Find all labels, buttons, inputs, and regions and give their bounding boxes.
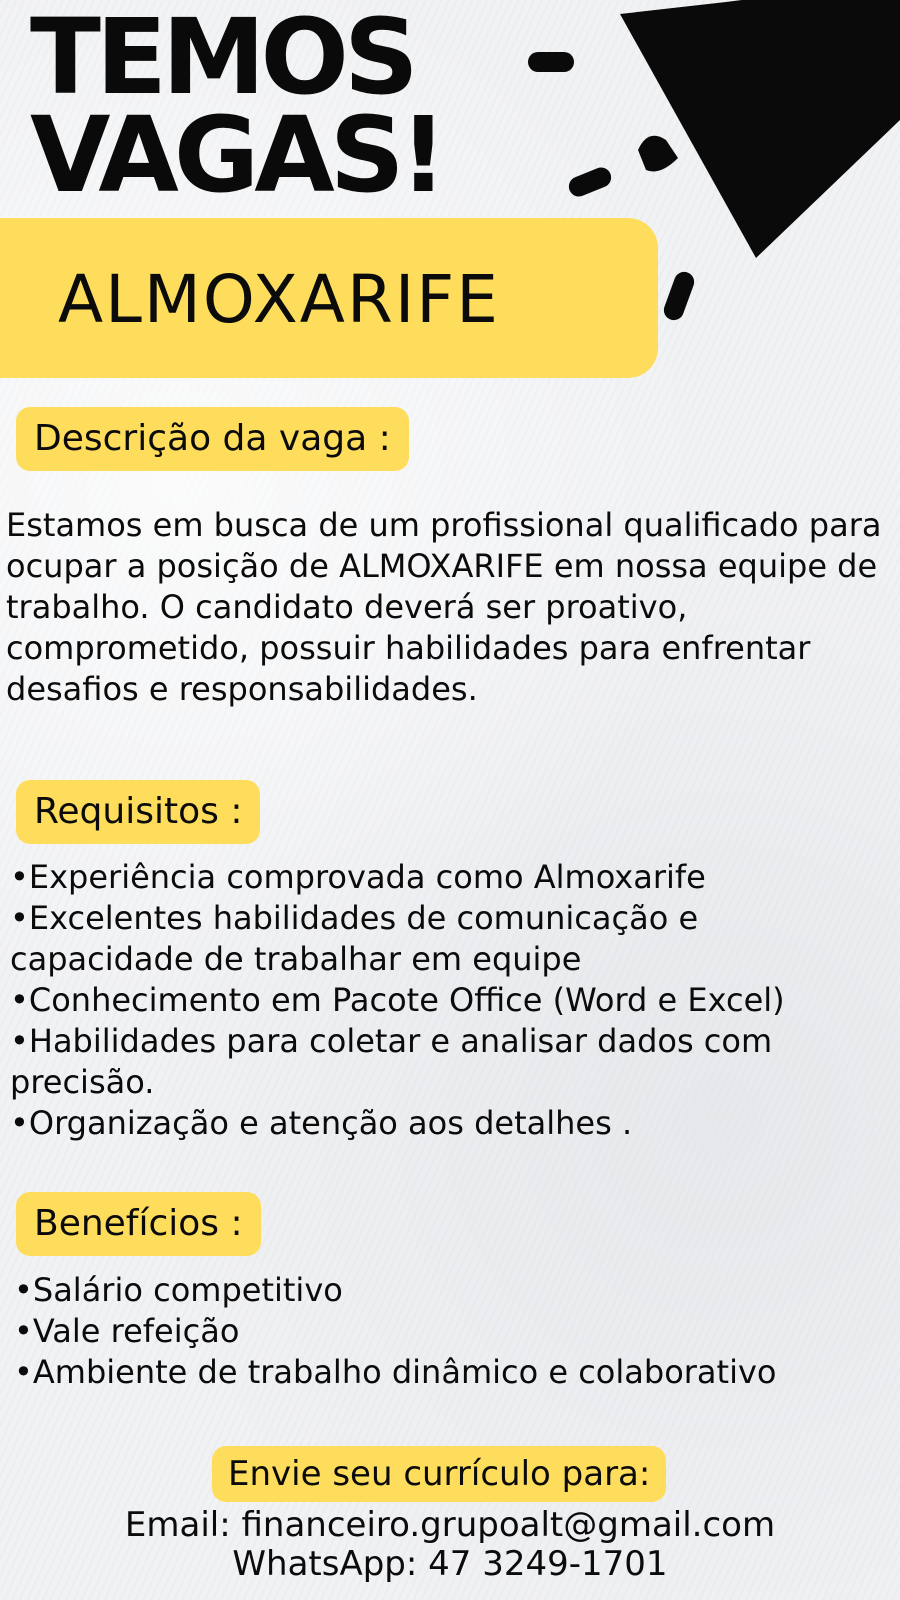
benefits-list	[14, 1270, 894, 1393]
headline-line-1: TEMOS	[30, 0, 414, 118]
megaphone-mouthpiece	[638, 136, 678, 172]
description-text: Estamos em busca de um profissional qualificado para ocupar a posição de ALMOXARIFE em nossa equipe de trabalho. O candidato deverá ser proativo, comprometido, possuir habilidades para enfrentar desafios e responsabilidades.	[6, 506, 882, 708]
list-item: • Experiência comprovada como Almoxarife	[10, 857, 890, 898]
list-item: • Organização e atenção aos detalhes .	[10, 1103, 890, 1144]
list-item: • Conhecimento em Pacote Office (Word e Excel)	[10, 980, 890, 1021]
list-item: • Vale refeição	[14, 1311, 894, 1352]
megaphone-line-left	[528, 52, 574, 72]
list-item: • Salário competitivo	[14, 1270, 894, 1311]
cta-label: Envie seu currículo para:	[212, 1446, 666, 1502]
list-item: • Excelentes habilidades de comunicação e capacidade de trabalhar em equipe	[10, 898, 890, 980]
role-title: ALMOXARIFE	[58, 261, 500, 338]
requirements-label: Requisitos :	[16, 780, 260, 844]
contact-whatsapp: WhatsApp: 47 3249-1701	[232, 1544, 668, 1584]
contact-email: Email: financeiro.grupoalt@gmail.com	[124, 1505, 776, 1545]
benefits-label: Benefícios :	[16, 1192, 261, 1256]
list-item: • Habilidades para coletar e analisar dados com precisão.	[10, 1021, 890, 1103]
list-item: • Ambiente de trabalho dinâmico e colaborativo	[14, 1352, 894, 1393]
requirements-list	[10, 857, 890, 1144]
description-label: Descrição da vaga :	[16, 407, 409, 471]
headline-line-2: VAGAS!	[30, 94, 443, 216]
megaphone-line-bottom	[661, 269, 697, 323]
headline	[30, 0, 443, 216]
megaphone-line-lower-left	[566, 164, 614, 199]
